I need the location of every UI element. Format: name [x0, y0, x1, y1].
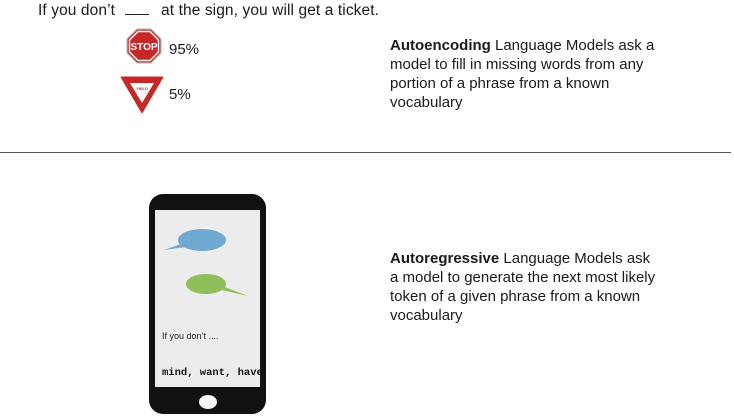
- phone-token-options: mind, want, have: [162, 367, 263, 379]
- green-speech-bubble-icon: [182, 271, 252, 301]
- phone-home-button: [198, 394, 218, 410]
- sentence-after: at the sign, you will get a ticket.: [161, 2, 380, 19]
- yield-sign-text: YIELD: [136, 86, 148, 91]
- stop-sign-icon: [126, 28, 162, 64]
- fill-in-sentence: [38, 2, 379, 20]
- sentence-before: If you don’t: [38, 2, 116, 19]
- phone-prompt-text: If you don’t ....: [162, 331, 219, 341]
- autoregressive-title: Autoregressive: [390, 250, 500, 267]
- missing-word-blank: [125, 2, 149, 15]
- autoencoding-text: Language Models ask a model to fill in missing words from any portion of a phrase from a known vocabulary: [390, 37, 655, 111]
- autoregressive-description: [390, 249, 660, 325]
- yield-probability: 5%: [169, 86, 191, 103]
- section-divider: [0, 152, 731, 153]
- blue-speech-bubble-icon: [158, 226, 230, 256]
- autoencoding-title: Autoencoding: [390, 37, 491, 54]
- autoencoding-description: [390, 36, 660, 112]
- autoregressive-text: Language Models ask a model to generate the next most likely token of a given phrase from a known vocabulary: [390, 250, 656, 324]
- stop-probability: 95%: [169, 41, 200, 58]
- stop-sign-text: STOP: [130, 42, 158, 53]
- yield-sign-icon: [120, 76, 164, 114]
